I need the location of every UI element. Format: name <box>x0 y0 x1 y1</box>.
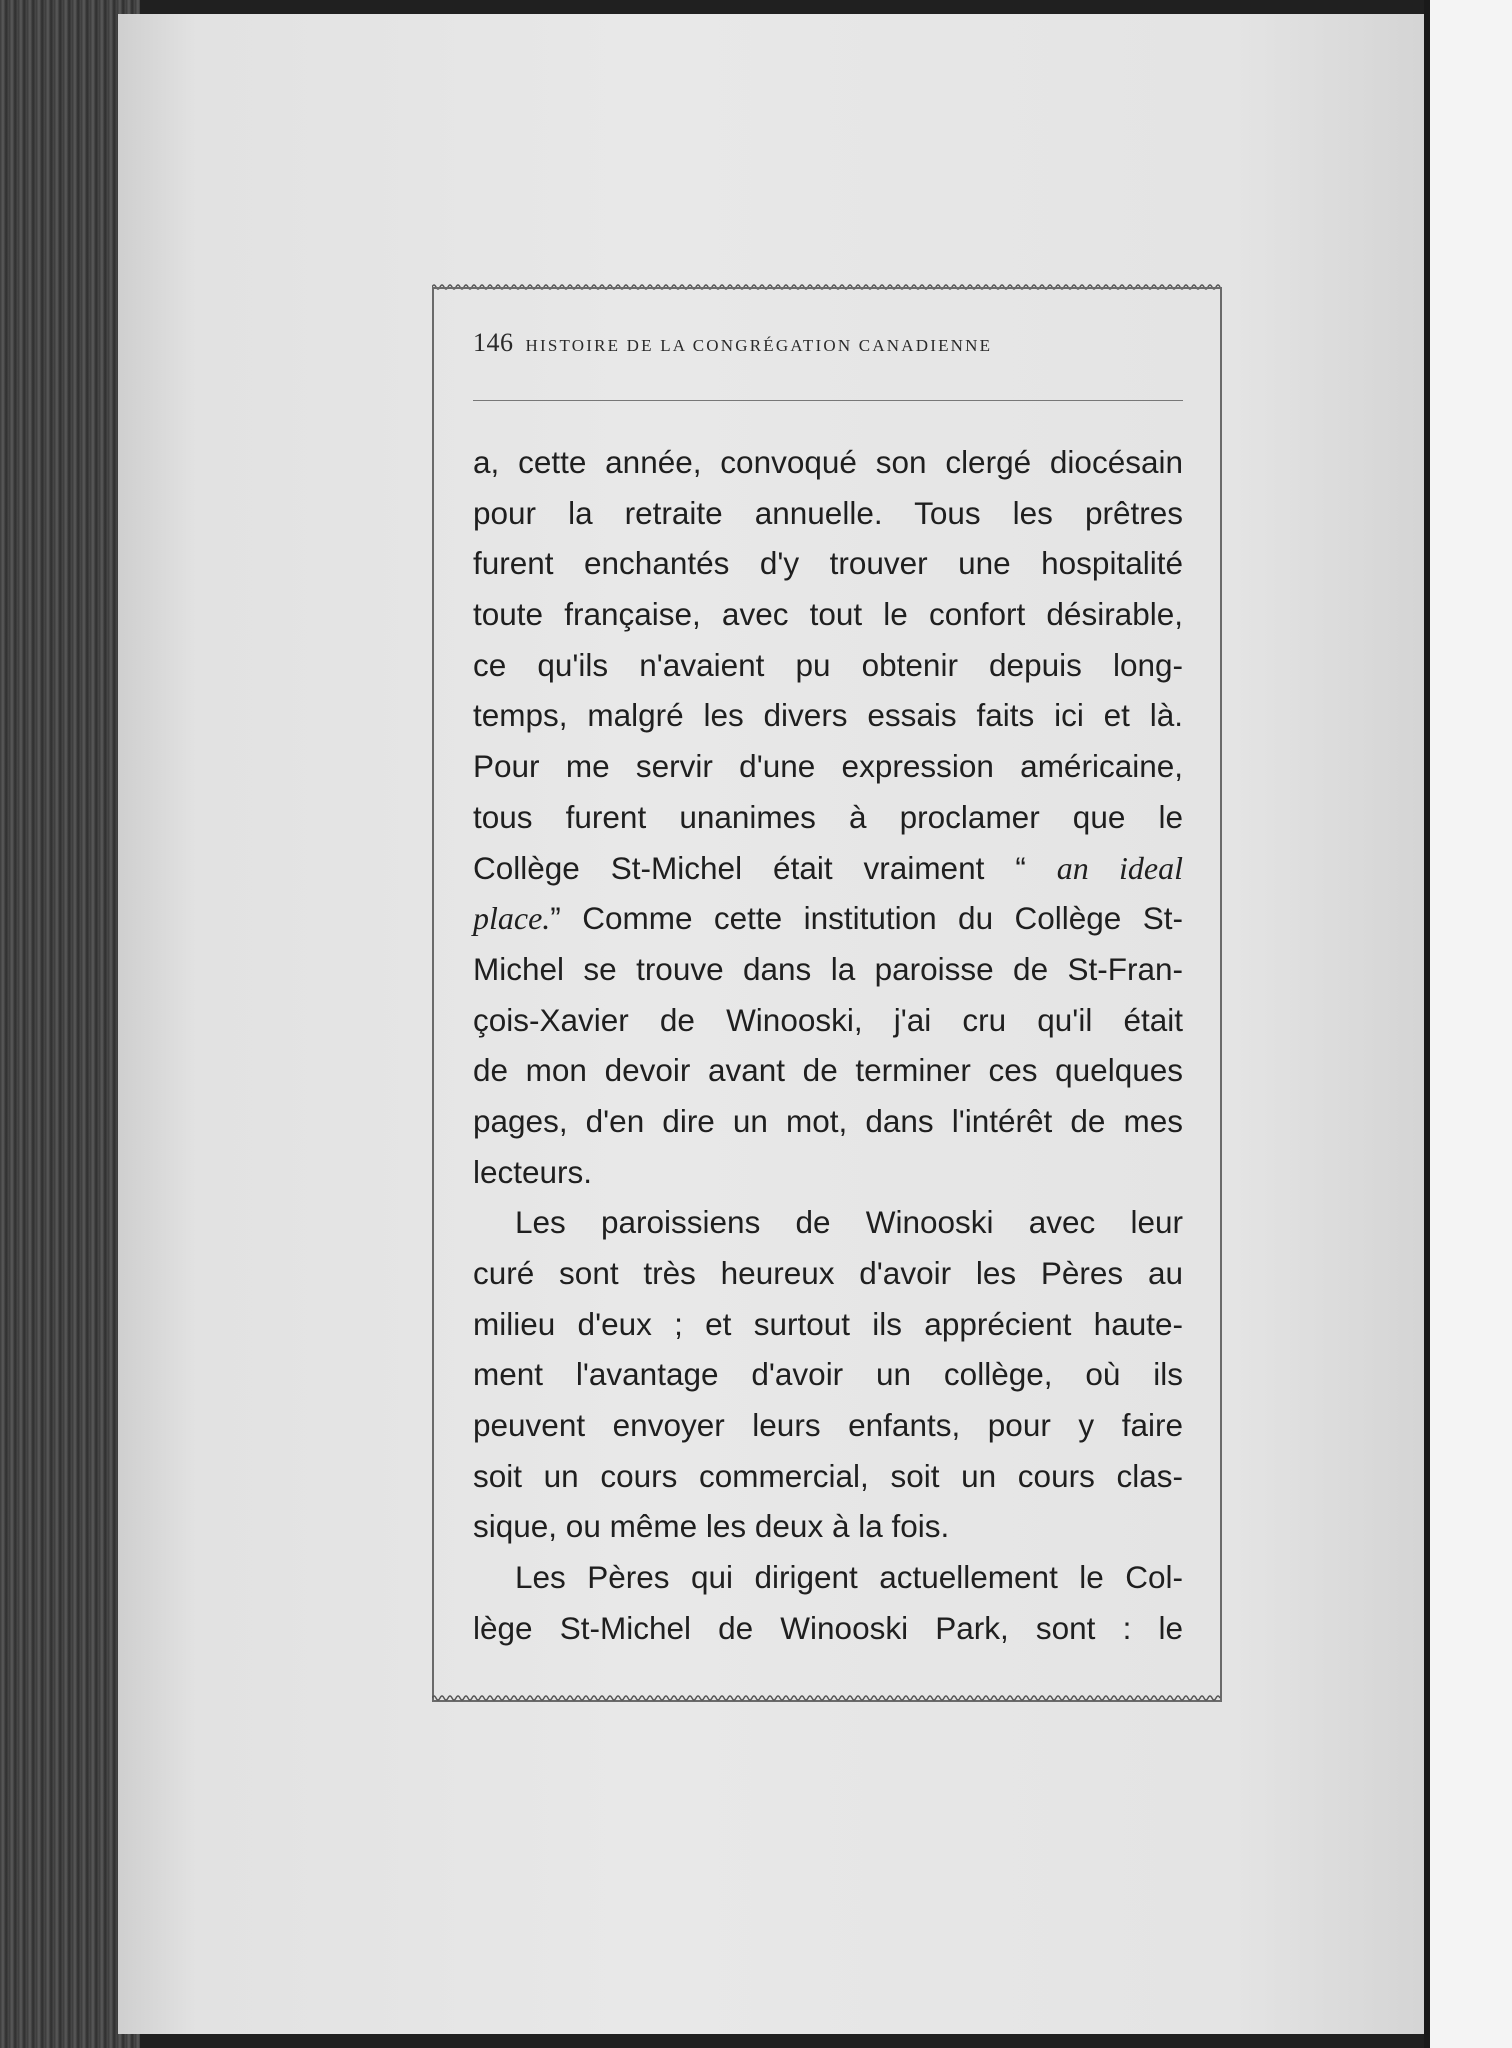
text-line: de mon devoir avant de terminer ces quelques <box>473 1052 1183 1089</box>
running-head <box>473 328 1183 358</box>
text-line: sique, ou même les deux à la fois. <box>473 1508 950 1545</box>
header-rule <box>473 400 1183 401</box>
text-line: toute française, avec tout le confort désirable, <box>473 596 1183 633</box>
text-line: Michel se trouve dans la paroisse de St-Fran- <box>473 950 1183 987</box>
text-line: a, cette année, convoqué son clergé diocésain <box>473 444 1183 480</box>
text-line: Les paroissiens de Winooski avec leur <box>515 1204 1183 1241</box>
text-line: pages, d'en dire un mot, dans l'intérêt de mes <box>473 1102 1183 1139</box>
frame-bottom-border <box>432 1694 1222 1702</box>
text-line: ment l'avantage d'avoir un collège, où ils <box>473 1356 1183 1393</box>
text-line: milieu d'eux ; et surtout ils apprécient haute- <box>473 1305 1183 1342</box>
text-line: çois-Xavier de Winooski, j'ai cru qu'il était <box>473 1001 1183 1038</box>
text-line: Pour me servir d'une expression américaine, <box>473 748 1183 785</box>
text-line: soit un cours commercial, soit un cours clas- <box>473 1457 1183 1494</box>
text-line: curé sont très heureux d'avoir les Pères au <box>473 1255 1183 1291</box>
running-title: HISTOIRE DE LA CONGRÉGATION CANADIENNE <box>525 336 993 355</box>
text-line <box>473 843 1183 894</box>
text-line: tous furent unanimes à proclamer que le <box>473 798 1183 835</box>
text-line: Les Pères qui dirigent actuellement le Col- <box>515 1559 1183 1596</box>
text-line: pour la retraite annuelle. Tous les prêtres <box>473 494 1183 531</box>
text-segment: ” Comme cette institution du Collège St- <box>550 900 1183 937</box>
scan-margin <box>1424 0 1512 2048</box>
italic-text: an ideal <box>1056 849 1184 886</box>
text-line: furent enchantés d'y trouver une hospitalité <box>473 545 1183 582</box>
body-text <box>473 437 1183 1654</box>
italic-text: place. <box>473 900 551 937</box>
text-segment: Collège St-Michel était vraiment “ <box>473 849 1057 886</box>
text-line: temps, malgré les divers essais faits ici et là. <box>473 697 1183 734</box>
text-line: lecteurs. <box>473 1153 593 1190</box>
text-line: lège St-Michel de Winooski Park, sont : le <box>473 1609 1183 1646</box>
text-line: peuvent envoyer leurs enfants, pour y faire <box>473 1407 1183 1444</box>
page-number: 146 <box>473 328 514 357</box>
text-line: ce qu'ils n'avaient pu obtenir depuis long- <box>473 646 1183 683</box>
text-line <box>473 893 1183 944</box>
